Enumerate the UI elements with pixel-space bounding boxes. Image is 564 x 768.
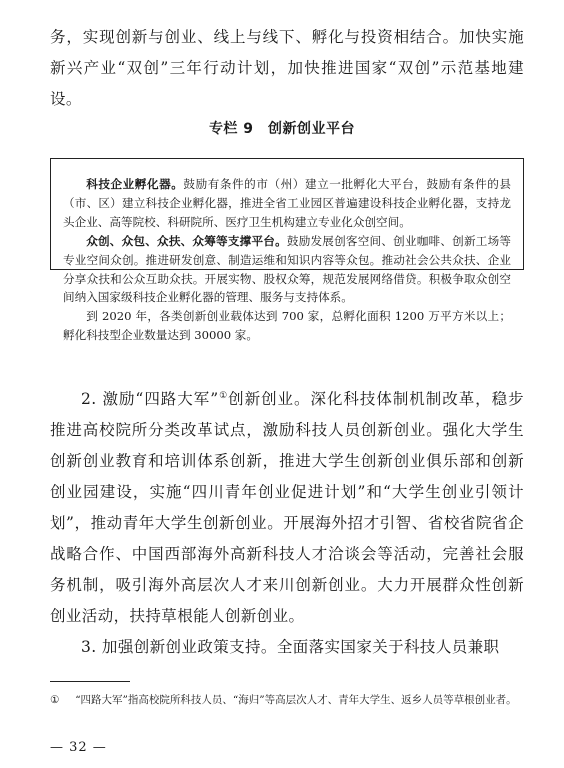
footnote-text: “四路大军”指高校院所科技人员、“海归”等高层次人才、青年大学生、返乡人员等草根创业者。 — [75, 694, 517, 706]
box-item — [63, 232, 511, 308]
box-item-text: 鼓励发展创客空间、创业咖啡、创新工场等专业空间众创。推进研发创意、制造运维和知识内容等众包。推动社会公共众扶、企业分享众扶和公众互助众扶。开展实物、股权众筹，规范发展网络借贷。积极争取众创空间纳入国家级科技企业孵化器的管理、服务与支持体系。 — [63, 233, 511, 305]
box-item-lead: 科技企业孵化器。 — [86, 177, 184, 191]
footnote-mark: ① — [50, 694, 60, 706]
box-item-text: 到 2020 年，各类创新创业载体达到 700 家，总孵化面积 1200 万平方米以上；孵化科技型企业数量达到 30000 家。 — [63, 309, 511, 343]
box-item-text: 鼓励有条件的市（州）建立一批孵化大平台，鼓励有条件的县（市、区）建立科技企业孵化器，推进全省工业园区普遍建设科技企业孵化器，支持龙头企业、高等院校、科研院所、医疗卫生机构建立专业化众创空间。 — [63, 177, 511, 229]
sidebar-box — [50, 158, 524, 343]
footnote — [50, 692, 524, 708]
main-text — [50, 384, 524, 663]
box-item — [63, 307, 511, 345]
footnote-divider — [50, 681, 130, 682]
paragraph-heading: 2. 激励“四路大军” — [81, 390, 219, 408]
paragraph-text: 务，实现创新与创业、线上与线下、孵化与投资相结合。加快实施新兴产业“双创”三年行动计划，加快推进国家“双创”示范基地建设。 — [50, 28, 524, 108]
box-item-lead: 众创、众包、众扶、众筹等支撑平台。 — [86, 233, 287, 248]
box-item — [63, 175, 511, 232]
paragraph — [50, 632, 524, 663]
paragraph-continuation — [50, 22, 524, 115]
page-number: — 32 — — [50, 740, 107, 755]
box-title: 专栏 9 创新创业平台 — [208, 121, 356, 137]
paragraph-text: 创新创业。深化科技体制机制改革，稳步推进高校院所分类改革试点，激励科技人员创新创业。强化大学生创新创业教育和培训体系创新，推进大学生创新创业俱乐部和创新创业园建设，实施“四川青年创业促进计划”和“大学生创业引领计划”，推动青年大学生创新创业。开展海外招才引智、省校省院省企战略合作、中国西部海外高新科技人才洽谈会等活动，完善社会服务机制，吸引海外高层次人才来川创新创业。大力开展群众性创新创业活动，扶持草根能人创新创业。 — [50, 390, 524, 625]
paragraph — [50, 384, 524, 632]
paragraph-text: 3. 加强创新创业政策支持。全面落实国家关于科技人员兼职 — [81, 638, 500, 656]
footnote-ref[interactable]: ① — [218, 391, 229, 401]
